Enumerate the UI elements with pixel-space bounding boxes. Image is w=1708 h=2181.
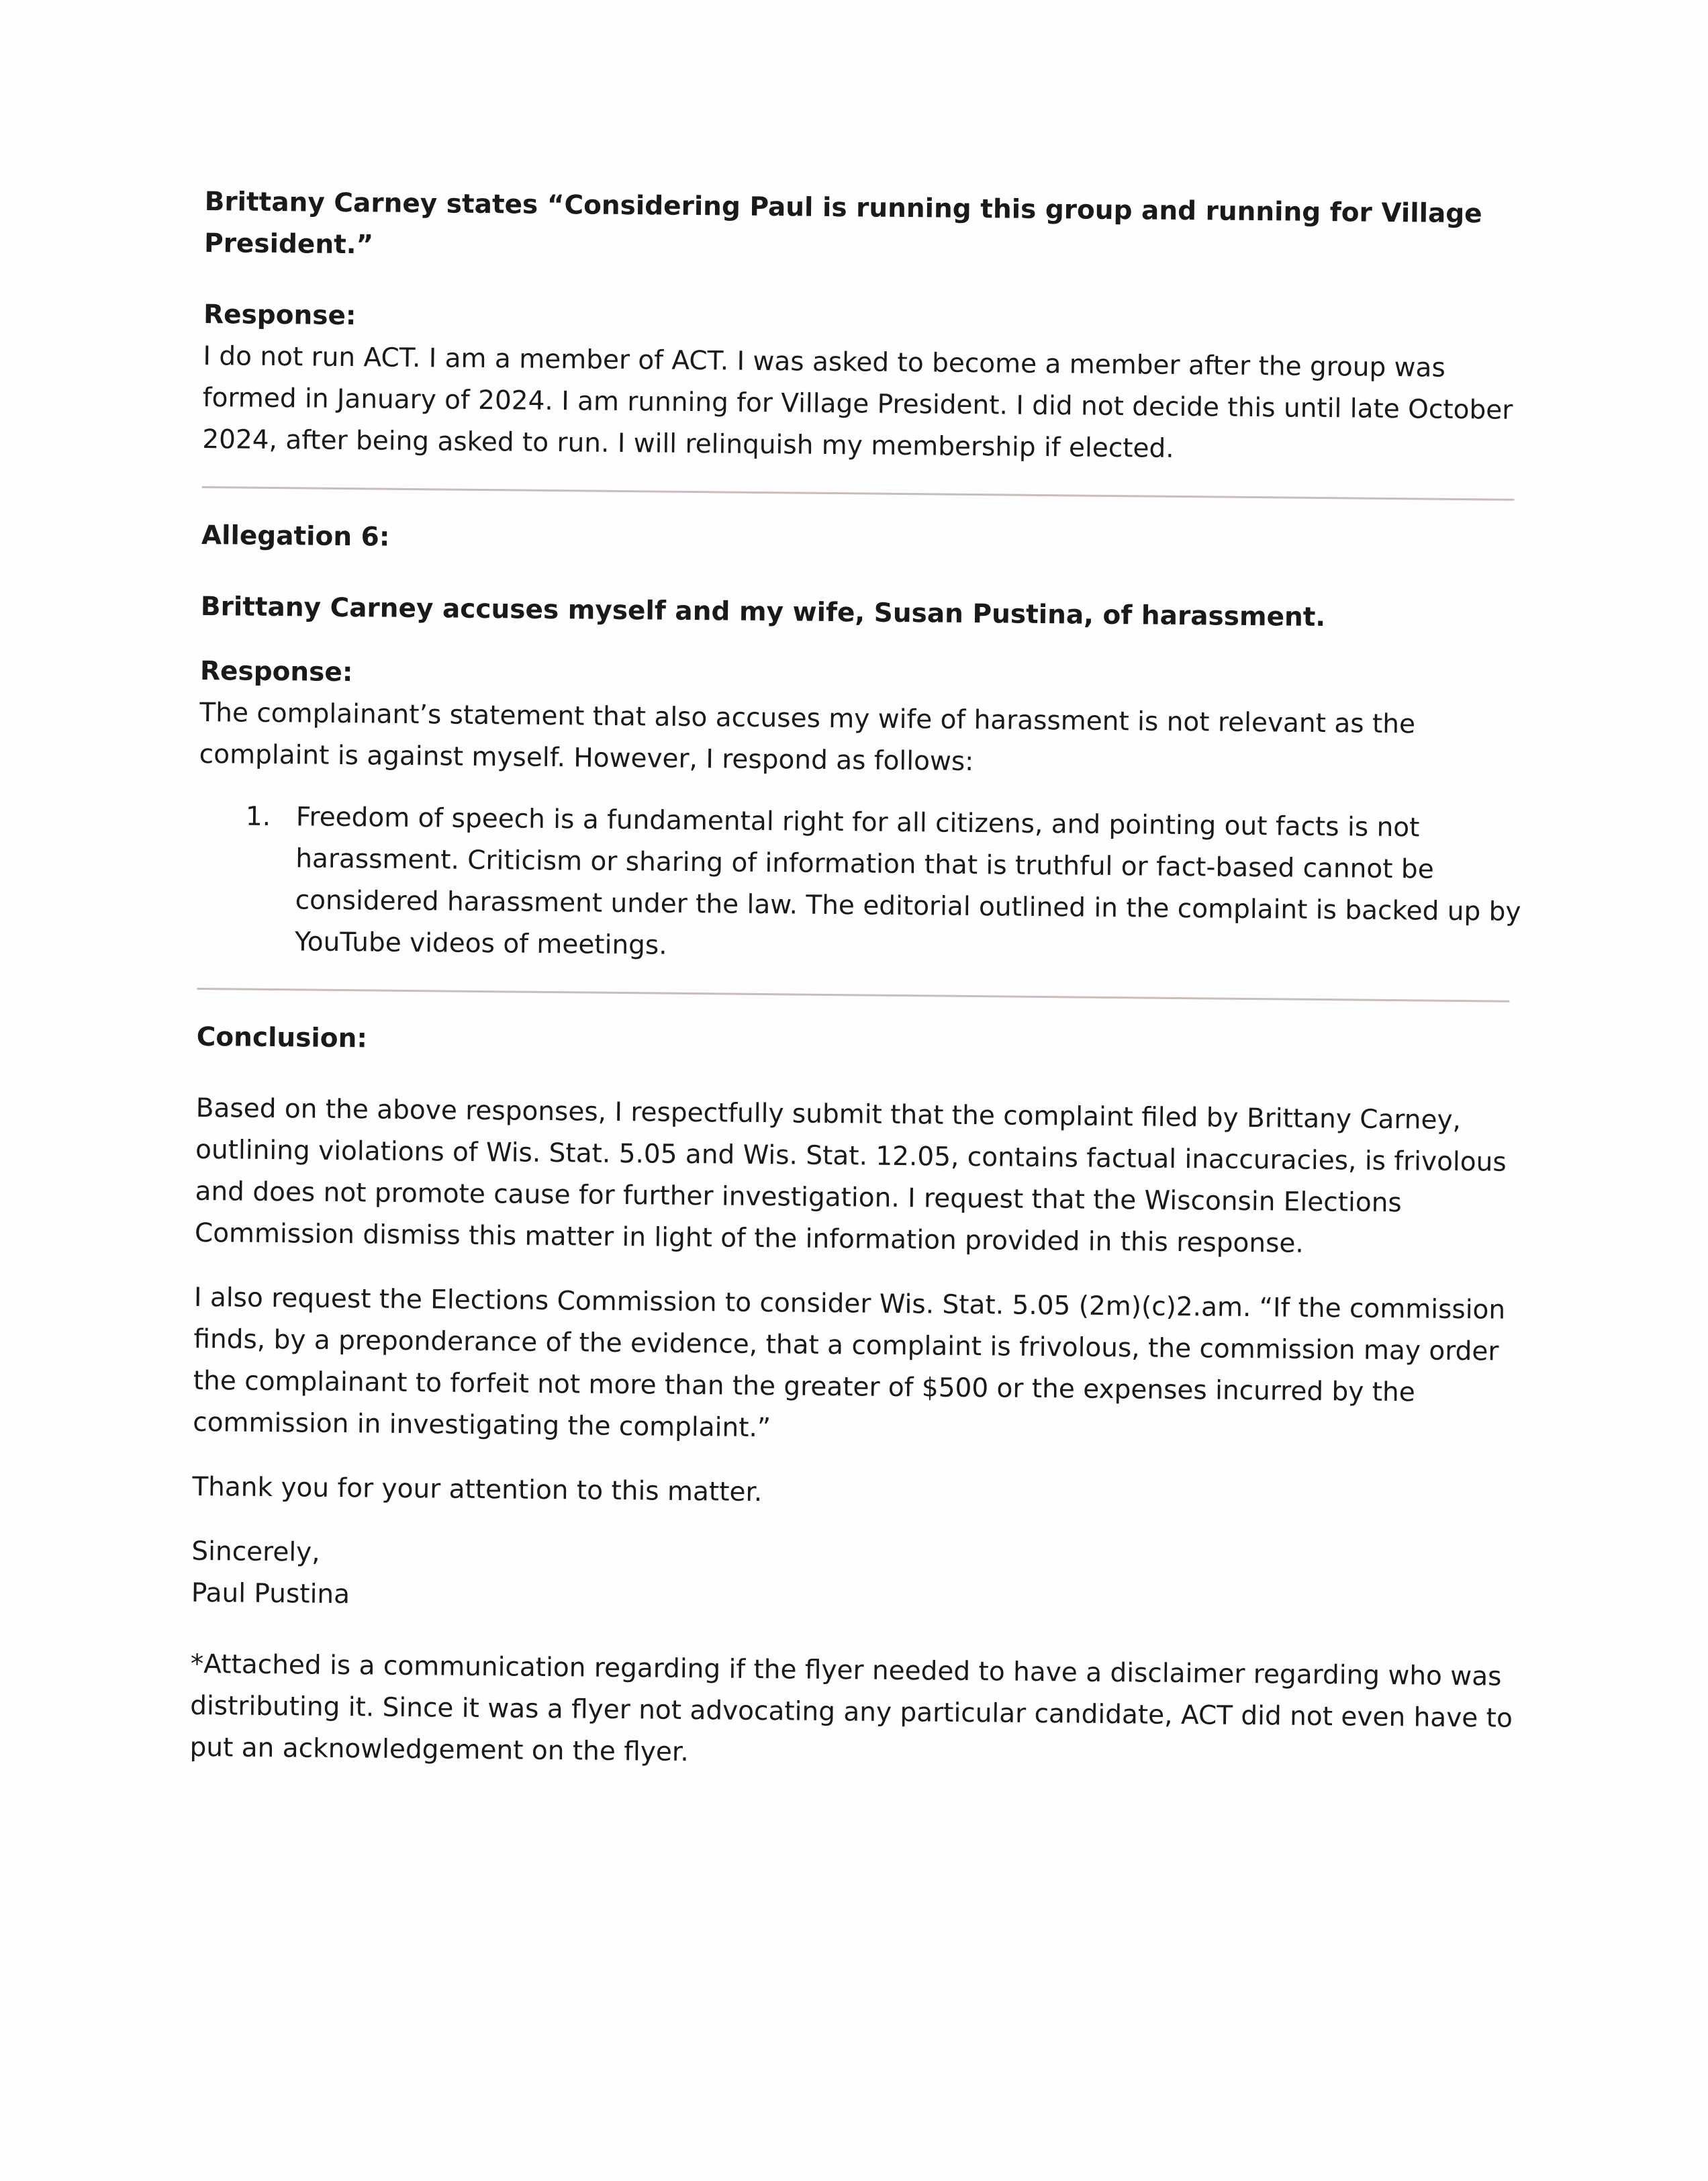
signature-name: Paul Pustina bbox=[191, 1577, 350, 1610]
list-item bbox=[244, 796, 1535, 975]
section-divider bbox=[197, 988, 1509, 1003]
thanks-line: Thank you for your attention to this matter. bbox=[192, 1471, 763, 1508]
page-content bbox=[189, 181, 1541, 1781]
section-divider bbox=[202, 486, 1515, 501]
list-item-text: Freedom of speech is a fundamental right for all citizens, and pointing out facts is not harassment. Criticism or sharing of information that is truthful or fact-based cannot be considered harassment under the law. The editorial outlined in the complaint is backed up by YouTube videos of meetings. bbox=[294, 802, 1521, 961]
allegation-label: Allegation 6: bbox=[201, 520, 390, 553]
statement-heading: Brittany Carney states “Considering Paul is running this group and running for Village President.” bbox=[203, 186, 1482, 261]
footnote: *Attached is a communication regarding if the flyer needed to have a disclaimer regarding who was distributing it. Since it was a flyer not advocating any particular candidate, ACT did not even have to put an acknowledgement on the flyer. bbox=[189, 1649, 1513, 1768]
response-label: Response: bbox=[203, 299, 357, 332]
list-item-number: 1. bbox=[245, 801, 271, 832]
response-text: The complainant’s statement that also accuses my wife of harassment is not relevant as the complaint is against myself. However, I respond as follows: bbox=[199, 697, 1416, 778]
response-label: Response: bbox=[199, 655, 353, 688]
conclusion-paragraph: Based on the above responses, I respectfully submit that the complaint filed by Brittany Carney, outlining violations of Wis. Stat. 5.05 and Wis. Stat. 12.05, contains factual inaccuracies, is frivolous and does not promote cause for further investigation. I request that the Wisconsin Elections Commission dismiss this matter in light of the information provided in this response. bbox=[194, 1093, 1507, 1259]
allegation-text: Brittany Carney accuses myself and my wife, Susan Pustina, of harassment. bbox=[200, 591, 1326, 633]
closing-line: Sincerely, bbox=[191, 1536, 320, 1568]
frivolous-request-paragraph: I also request the Elections Commission to consider Wis. Stat. 5.05 (2m)(c)2.am. “If the commission finds, by a preponderance of the evidence, that a complaint is frivolous, the commission may order the complainant to forfeit not more than the greater of $500 or the expenses incurred by the commission in investigating the complaint.” bbox=[193, 1282, 1506, 1444]
conclusion-label: Conclusion: bbox=[196, 1021, 368, 1054]
response-text: I do not run ACT. I am a member of ACT. I was asked to become a member after the group was formed in January of 2024. I am running for Village President. I did not decide this until late October 2024, after being asked to run. I will relinquish my membership if elected. bbox=[202, 340, 1513, 464]
